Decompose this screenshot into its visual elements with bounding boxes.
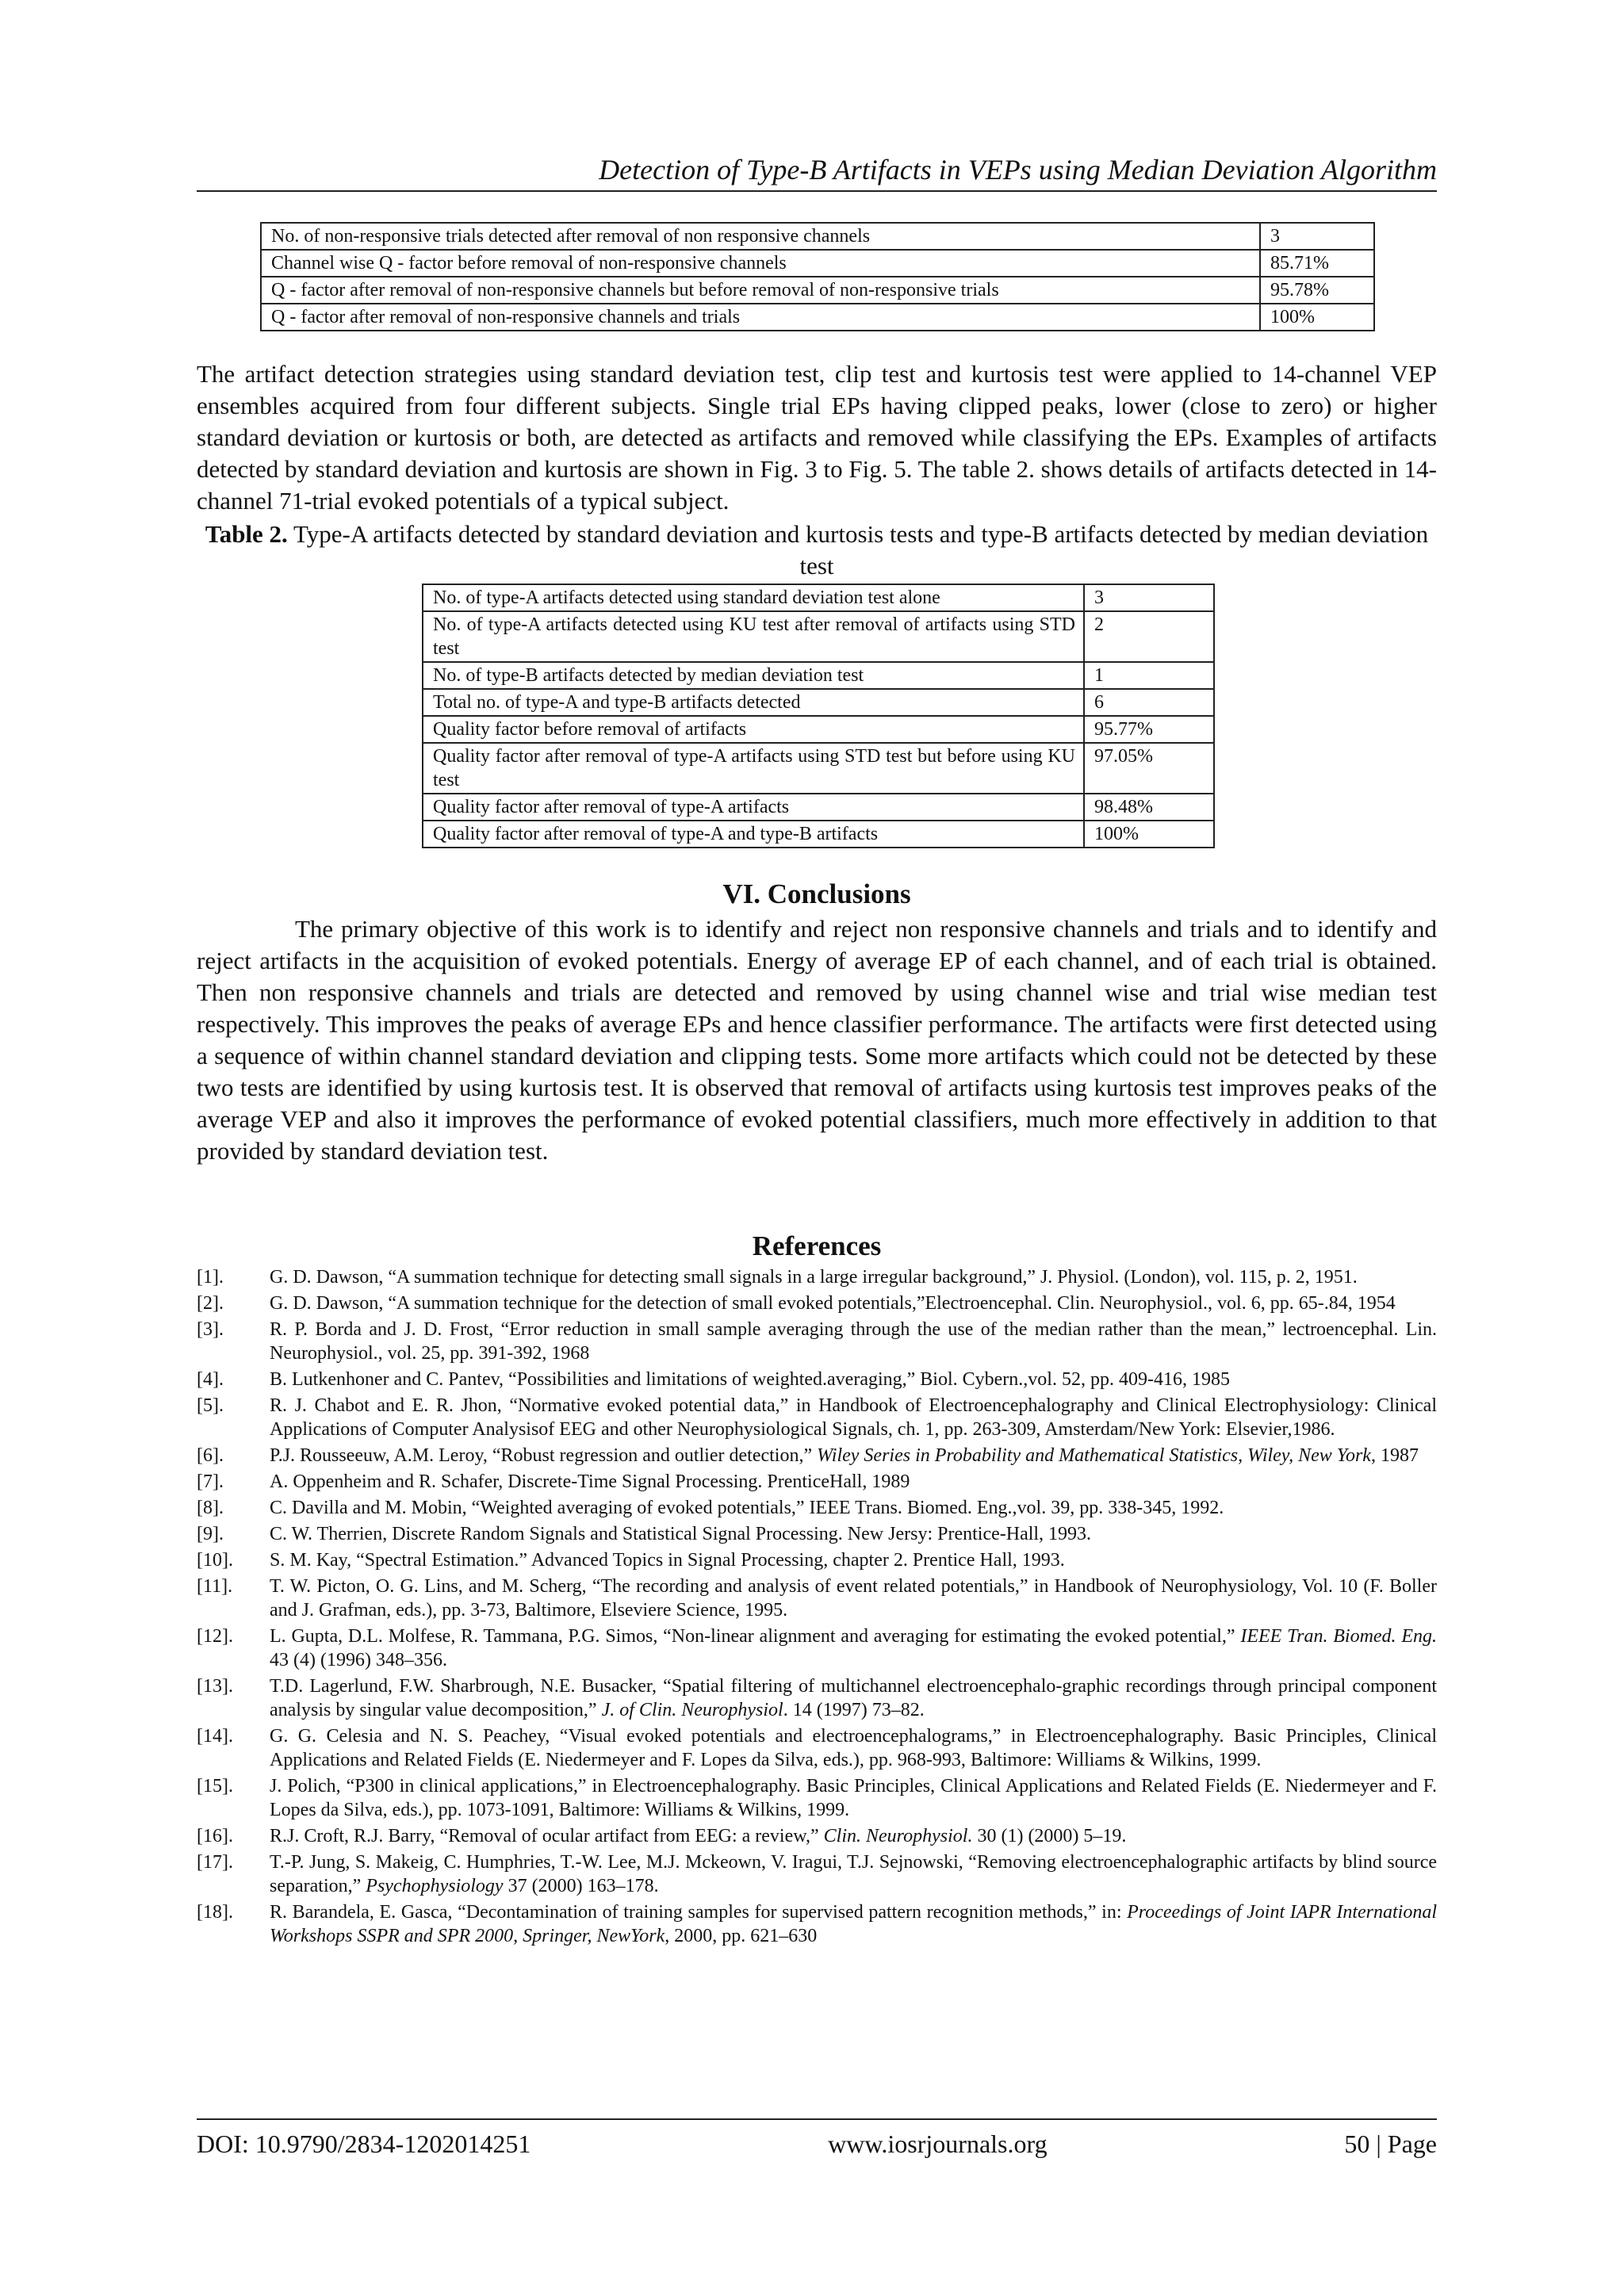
row-value: 3 (1260, 223, 1374, 250)
reference-number: [5]. (197, 1395, 224, 1416)
reference-item (197, 1496, 1437, 1520)
row-label: Quality factor after removal of type-A artifacts using STD test but before using KU test (423, 743, 1084, 794)
row-label: Quality factor after removal of type-A and type-B artifacts (423, 821, 1084, 848)
reference-main: P.J. Rousseeuw, A.M. Leroy, “Robust regression and outlier detection,” (270, 1445, 818, 1466)
table-q-factors-body (261, 223, 1374, 331)
table-row (261, 223, 1374, 250)
table-row (261, 277, 1374, 304)
reference-text (270, 1724, 1437, 1772)
table2-caption (197, 519, 1437, 582)
footer-page-number: 50 | Page (1344, 2130, 1437, 2158)
reference-item (197, 1774, 1437, 1822)
row-value: 100% (1260, 304, 1374, 331)
reference-text (270, 1575, 1437, 1622)
reference-tail: , 1987 (1370, 1445, 1419, 1466)
table-row (423, 794, 1214, 821)
reference-item (197, 1548, 1437, 1572)
row-value: 95.78% (1260, 277, 1374, 304)
row-label: Total no. of type-A and type-B artifacts detected (423, 689, 1084, 716)
reference-text (270, 1496, 1437, 1520)
conclusions-heading: VI. Conclusions (722, 878, 911, 909)
reference-source: IEEE Tran. Biomed. Eng. (1240, 1626, 1438, 1647)
reference-source: Psychophysiology (366, 1876, 504, 1896)
row-value: 1 (1084, 662, 1214, 689)
reference-number: [7]. (197, 1471, 224, 1492)
reference-main: R. P. Borda and J. D. Frost, “Error reduction in small sample averaging through the use of the median rather than the mean,” lectroencephal. Lin. Neurophysiol., vol. 25, pp. 391-392, 1968 (270, 1319, 1437, 1364)
footer-doi: DOI: 10.9790/2834-1202014251 (197, 2130, 531, 2158)
reference-tail: , 2000, pp. 621–630 (665, 1926, 818, 1946)
reference-number: [12]. (197, 1626, 233, 1647)
reference-number: [4]. (197, 1369, 224, 1390)
row-label: No. of type-B artifacts detected by median deviation test (423, 662, 1084, 689)
reference-number: [16]. (197, 1826, 233, 1846)
reference-item (197, 1318, 1437, 1365)
reference-item (197, 1522, 1437, 1546)
reference-number: [2]. (197, 1293, 224, 1314)
reference-text (270, 1394, 1437, 1441)
reference-number: [1]. (197, 1267, 224, 1288)
reference-text (270, 1470, 1437, 1494)
reference-text (270, 1674, 1437, 1722)
row-label: No. of type-A artifacts detected using standard deviation test alone (423, 584, 1084, 611)
table2-caption-text: Type-A artifacts detected by standard deviation and kurtosis tests and type-B artifacts detected by median deviation test (293, 520, 1429, 580)
reference-number: [14]. (197, 1726, 233, 1747)
reference-item (197, 1674, 1437, 1722)
table-row (423, 662, 1214, 689)
running-header (197, 152, 1437, 192)
reference-item (197, 1575, 1437, 1622)
row-value: 3 (1084, 584, 1214, 611)
reference-text (270, 1850, 1437, 1898)
reference-tail: . 14 (1997) 73–82. (783, 1700, 925, 1720)
reference-tail: 30 (1) (2000) 5–19. (972, 1826, 1127, 1846)
reference-number: [9]. (197, 1524, 224, 1544)
reference-item (197, 1900, 1437, 1948)
reference-main: B. Lutkenhoner and C. Pantev, “Possibilities and limitations of weighted.averaging,” Biol. Cybern.,vol. 52, pp. 409-416, 1985 (270, 1369, 1230, 1390)
reference-source: J. of Clin. Neurophysiol (601, 1700, 783, 1720)
reference-text (270, 1824, 1437, 1848)
conclusions-paragraph: The primary objective of this work is to identify and reject non responsive channels and trials and to identify and reject artifacts in the acquisition of evoked potentials. Energy of average EP of each channel, and of each trial is obtained. Then non responsive channels and trials are detected and removed by using channel wise and trial wise median test respectively. This improves the peaks of average EPs and hence classifier performance. The artifacts were first detected using a sequence of within channel standard deviation and clipping tests. Some more artifacts which could not be detected by these two tests are identified by using kurtosis test. It is observed that removal of artifacts using kurtosis test improves peaks of the average VEP and also it improves the performance of evoked potential classifiers, much more effectively in addition to that provided by standard deviation test. (197, 915, 1437, 1165)
header-title: Detection of Type-B Artifacts in VEPs using Median Deviation Algorithm (599, 154, 1437, 186)
reference-number: [8]. (197, 1498, 224, 1518)
table-row (261, 250, 1374, 277)
reference-main: T.-P. Jung, S. Makeig, C. Humphries, T.-W. Lee, M.J. Mckeown, V. Iragui, T.J. Sejnowski, “Removing electroencephalographic artifacts by blind source separation,” (270, 1852, 1437, 1896)
row-value: 95.77% (1084, 716, 1214, 743)
table2-caption-label: Table 2. (205, 520, 288, 548)
reference-item (197, 1850, 1437, 1898)
reference-item (197, 1624, 1437, 1672)
reference-main: S. M. Kay, “Spectral Estimation.” Advanced Topics in Signal Processing, chapter 2. Prentice Hall, 1993. (270, 1550, 1065, 1571)
reference-text (270, 1774, 1437, 1822)
reference-item (197, 1444, 1437, 1468)
reference-main: C. W. Therrien, Discrete Random Signals and Statistical Signal Processing. New Jersy: Prentice-Hall, 1993. (270, 1524, 1092, 1544)
reference-main: G. D. Dawson, “A summation technique for detecting small signals in a large irregular background,” J. Physiol. (London), vol. 115, p. 2, 1951. (270, 1267, 1358, 1288)
reference-item (197, 1394, 1437, 1441)
references-list (197, 1265, 1437, 1950)
reference-tail: 43 (4) (1996) 348–356. (270, 1650, 447, 1670)
reference-text (270, 1444, 1437, 1468)
table-row (423, 611, 1214, 662)
reference-tail: 37 (2000) 163–178. (503, 1876, 659, 1896)
reference-main: C. Davilla and M. Mobin, “Weighted averaging of evoked potentials,” IEEE Trans. Biomed. Eng.,vol. 39, pp. 338-345, 1992. (270, 1498, 1224, 1518)
table-row (423, 743, 1214, 794)
reference-number: [10]. (197, 1550, 233, 1571)
reference-number: [6]. (197, 1445, 224, 1466)
reference-text (270, 1548, 1437, 1572)
reference-main: A. Oppenheim and R. Schafer, Discrete-Time Signal Processing. PrenticeHall, 1989 (270, 1471, 910, 1492)
reference-number: [17]. (197, 1852, 233, 1873)
reference-item (197, 1724, 1437, 1772)
table-artifacts-body (423, 584, 1214, 848)
reference-number: [13]. (197, 1676, 233, 1697)
row-value: 98.48% (1084, 794, 1214, 821)
row-value: 97.05% (1084, 743, 1214, 794)
reference-number: [3]. (197, 1319, 224, 1340)
reference-number: [15]. (197, 1776, 233, 1797)
reference-text (270, 1522, 1437, 1546)
reference-source: Wiley Series in Probability and Mathematical Statistics, Wiley, New York (817, 1445, 1371, 1466)
reference-item (197, 1368, 1437, 1391)
reference-main: T. W. Picton, O. G. Lins, and M. Scherg, “The recording and analysis of event related potentials,” in Handbook of Neurophysiology, Vol. 10 (F. Boller and J. Grafman, eds.), pp. 3-73, Baltimore, Elseviere Science, 1995. (270, 1576, 1437, 1621)
reference-text (270, 1900, 1437, 1948)
row-label: Q - factor after removal of non-responsive channels but before removal of non-responsive trials (261, 277, 1260, 304)
reference-source: Proceedings of Joint IAPR International Workshops SSPR and SPR 2000, Springer, NewYork (270, 1902, 1437, 1946)
reference-main: L. Gupta, D.L. Molfese, R. Tammana, P.G. Simos, “Non-linear alignment and averaging for estimating the evoked potential,” (270, 1626, 1241, 1647)
table-row (423, 716, 1214, 743)
table-row (261, 304, 1374, 331)
reference-source: Clin. Neurophysiol. (823, 1826, 973, 1846)
row-value: 2 (1084, 611, 1214, 662)
reference-text (270, 1292, 1437, 1315)
reference-text (270, 1624, 1437, 1672)
footer-site: www.iosrjournals.org (828, 2130, 1048, 2158)
row-label: No. of non-responsive trials detected after removal of non responsive channels (261, 223, 1260, 250)
row-label: Q - factor after removal of non-responsive channels and trials (261, 304, 1260, 331)
references-heading: References (752, 1230, 882, 1261)
reference-text (270, 1265, 1437, 1289)
table-row (423, 584, 1214, 611)
reference-main: G. D. Dawson, “A summation technique for the detection of small evoked potentials,”Electroencephal. Clin. Neurophysiol., vol. 6, pp. 65-.84, 1954 (270, 1293, 1396, 1314)
reference-main: R.J. Croft, R.J. Barry, “Removal of ocular artifact from EEG: a review,” (270, 1826, 824, 1846)
reference-main: G. G. Celesia and N. S. Peachey, “Visual evoked potentials and electroencephalograms,” in Electroencephalography. Basic Principles, Clinical Applications and Related Fields (E. Niedermeyer and F. Lopes da Silva, eds.), pp. 968-993, Baltimore: Williams & Wilkins, 1999. (270, 1726, 1437, 1770)
row-value: 6 (1084, 689, 1214, 716)
reference-text (270, 1318, 1437, 1365)
reference-main: R. Barandela, E. Gasca, “Decontamination of training samples for supervised pattern recognition methods,” in: (270, 1902, 1128, 1923)
reference-text (270, 1368, 1437, 1391)
intro-paragraph: The artifact detection strategies using standard deviation test, clip test and kurtosis test were applied to 14-channel VEP ensembles acquired from four different subjects. Single trial EPs having clipped peaks, lower (close to zero) or higher standard deviation or kurtosis or both, are detected as artifacts and removed while classifying the EPs. Examples of artifacts detected by standard deviation and kurtosis are shown in Fig. 3 to Fig. 5. The table 2. shows details of artifacts detected in 14-channel 71-trial evoked potentials of a typical subject. (197, 360, 1437, 515)
table-row (423, 689, 1214, 716)
row-label: Quality factor after removal of type-A artifacts (423, 794, 1084, 821)
reference-item (197, 1265, 1437, 1289)
row-value: 100% (1084, 821, 1214, 848)
table-row (423, 821, 1214, 848)
reference-number: [18]. (197, 1902, 233, 1923)
reference-main: J. Polich, “P300 in clinical applications,” in Electroencephalography. Basic Principles, Clinical Applications and Related Fields (E. Niedermeyer and F. Lopes da Silva, eds.), pp. 1073-1091, Baltimore: Williams & Wilkins, 1999. (270, 1776, 1437, 1820)
reference-main: T.D. Lagerlund, F.W. Sharbrough, N.E. Busacker, “Spatial filtering of multichannel electroencephalo-graphic recordings through principal component analysis by singular value decomposition,” (270, 1676, 1437, 1720)
row-value: 85.71% (1260, 250, 1374, 277)
row-label: Quality factor before removal of artifacts (423, 716, 1084, 743)
reference-item (197, 1292, 1437, 1315)
reference-main: R. J. Chabot and E. R. Jhon, “Normative evoked potential data,” in Handbook of Electroencephalography and Clinical Electrophysiology: Clinical Applications of Computer Analysisof EEG and other Neurophysiological Signals, ch. 1, pp. 263-309, Amsterdam/New York: Elsevier,1986. (270, 1395, 1437, 1440)
table-artifacts (422, 584, 1215, 848)
row-label: Channel wise Q - factor before removal of non-responsive channels (261, 250, 1260, 277)
page-footer (197, 2118, 1437, 2160)
reference-item (197, 1824, 1437, 1848)
row-label: No. of type-A artifacts detected using KU test after removal of artifacts using STD test (423, 611, 1084, 662)
reference-item (197, 1470, 1437, 1494)
reference-number: [11]. (197, 1576, 233, 1597)
table-q-factors (260, 222, 1375, 331)
